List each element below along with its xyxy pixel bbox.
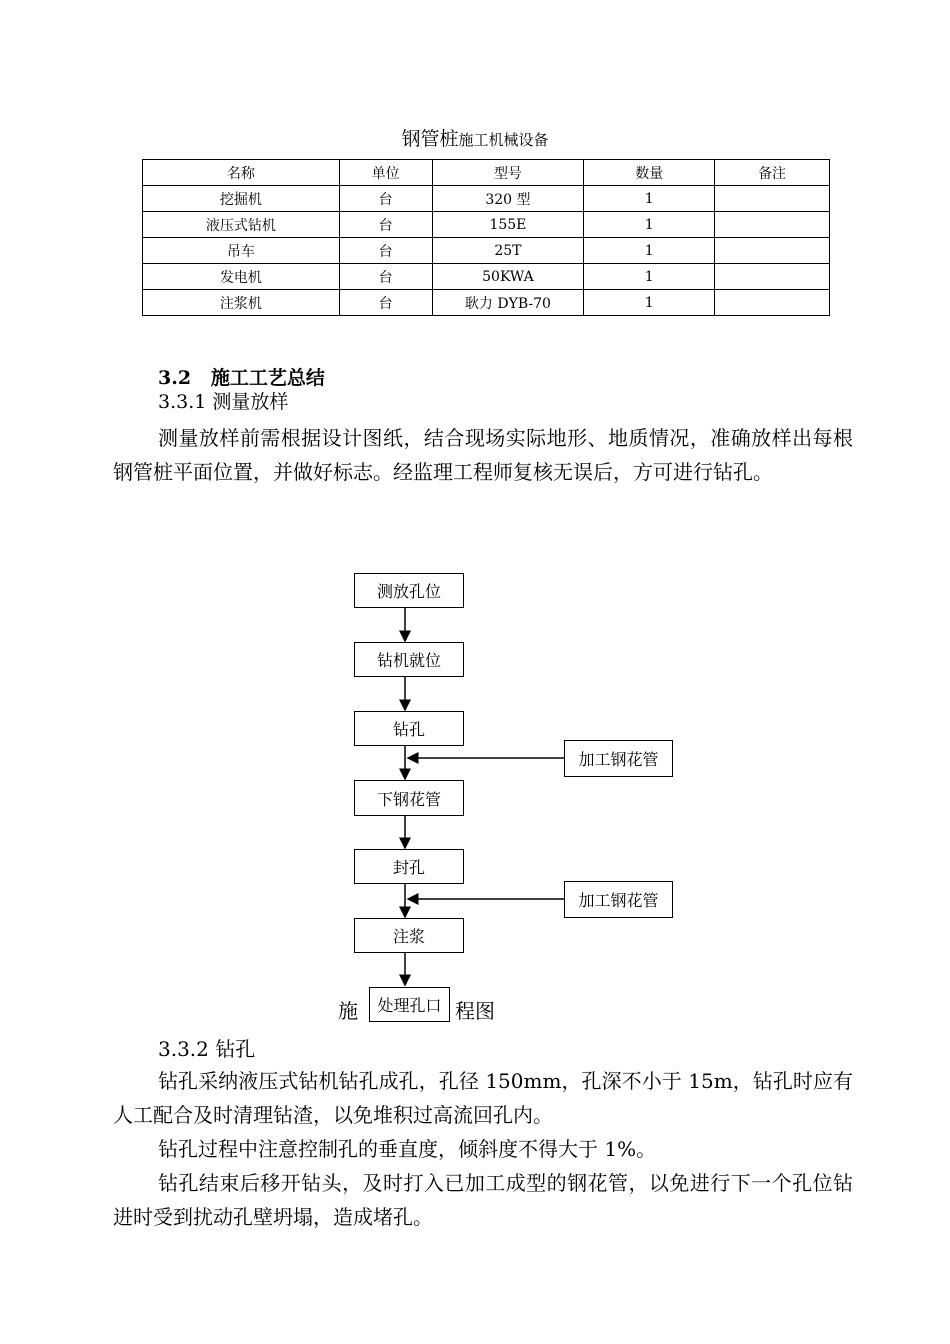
flow-input-pipe-fabrication: 加工钢花管 xyxy=(564,881,673,918)
cell-name: 注浆机 xyxy=(143,290,340,316)
flowchart-caption-right: 程图 xyxy=(455,999,495,1023)
flow-step-drilling: 钻孔 xyxy=(354,711,464,746)
subheading-survey: 3.3.1 测量放样 xyxy=(158,391,289,413)
cell-model: 耿力 DYB-70 xyxy=(432,290,584,316)
flowchart-caption-left: 施 xyxy=(338,999,358,1023)
cell-name: 发电机 xyxy=(143,264,340,290)
flow-step-insert-pipe: 下钢花管 xyxy=(354,780,464,816)
flow-step-survey: 测放孔位 xyxy=(354,573,464,608)
header-unit: 单位 xyxy=(339,160,432,186)
header-remarks: 备注 xyxy=(715,160,830,186)
header-name: 名称 xyxy=(143,160,340,186)
subheading-drilling: 3.3.2 钻孔 xyxy=(158,1037,256,1061)
flow-step-rig-positioning: 钻机就位 xyxy=(354,642,464,677)
cell-quantity: 1 xyxy=(584,290,715,316)
flow-step-grouting: 注浆 xyxy=(354,918,464,953)
header-model: 型号 xyxy=(432,160,584,186)
section-heading: 3.2 施工工艺总结 xyxy=(158,367,325,389)
cell-unit: 台 xyxy=(339,186,432,212)
cell-model: 155E xyxy=(432,212,584,238)
flow-step-hole-finishing: 处理孔口 xyxy=(369,987,450,1022)
table-title-main: 钢管桩 xyxy=(401,128,459,150)
cell-unit: 台 xyxy=(339,290,432,316)
flow-input-pipe-fabrication: 加工钢花管 xyxy=(564,740,673,777)
cell-quantity: 1 xyxy=(584,186,715,212)
cell-quantity: 1 xyxy=(584,264,715,290)
cell-model: 25T xyxy=(432,238,584,264)
cell-quantity: 1 xyxy=(584,238,715,264)
cell-quantity: 1 xyxy=(584,212,715,238)
cell-name: 挖掘机 xyxy=(143,186,340,212)
cell-model: 50KWA xyxy=(432,264,584,290)
cell-unit: 台 xyxy=(339,264,432,290)
flow-step-seal-hole: 封孔 xyxy=(354,849,464,884)
cell-name: 吊车 xyxy=(143,238,340,264)
paragraph-text: 测量放样前需根据设计图纸，结合现场实际地形、地质情况，准确放样出每根钢管桩平面位置，并做好标志。经监理工程师复核无误后，方可进行钻孔。 xyxy=(113,426,853,484)
paragraph-text: 钻孔过程中注意控制孔的垂直度，倾斜度不得大于 1%。 xyxy=(158,1137,657,1161)
cell-name: 液压式钻机 xyxy=(143,212,340,238)
paragraph-text: 钻孔结束后移开钻头，及时打入已加工成型的钢花管，以免进行下一个孔位钻进时受到扰动孔壁坍塌，造成堵孔。 xyxy=(113,1171,853,1229)
table-title-suffix: 施工机械设备 xyxy=(458,131,549,149)
cell-unit: 台 xyxy=(339,238,432,264)
paragraph-drilling xyxy=(113,1064,853,1234)
paragraph-text: 钻孔采纳液压式钻机钻孔成孔，孔径 150mm，孔深不小于 15m，钻孔时应有人工配合及时清理钻渣，以免堆积过高流回孔内。 xyxy=(113,1069,853,1127)
header-quantity: 数量 xyxy=(584,160,715,186)
cell-model: 320 型 xyxy=(432,186,584,212)
cell-unit: 台 xyxy=(339,212,432,238)
